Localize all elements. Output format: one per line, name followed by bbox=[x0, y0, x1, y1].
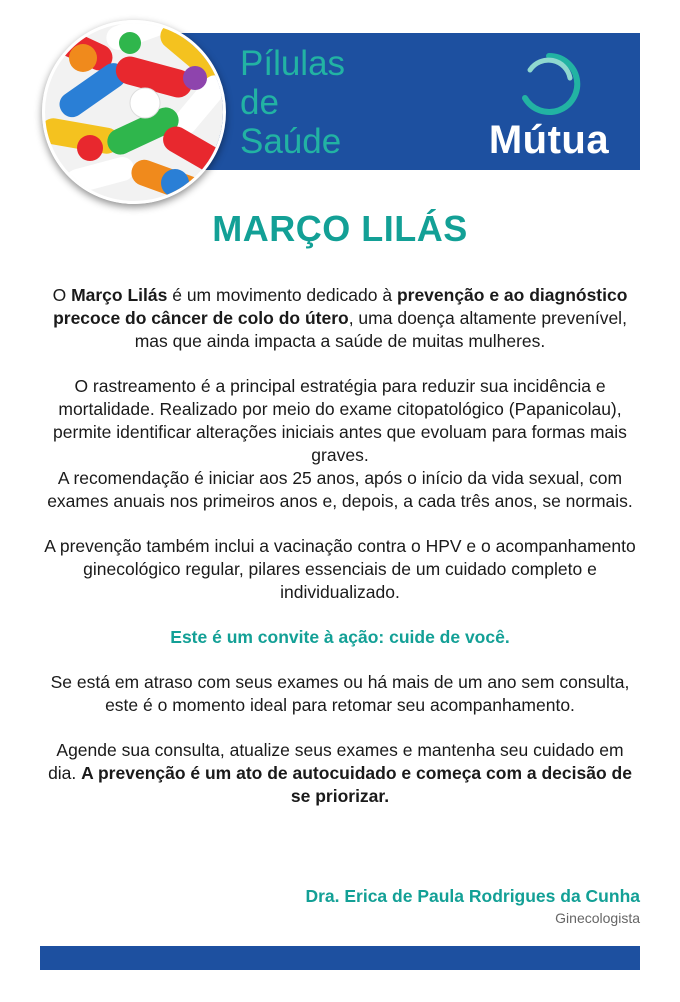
mutua-logo-text: Mútua bbox=[488, 118, 610, 162]
paragraph-intro bbox=[40, 284, 640, 353]
paragraph-screening: O rastreamento é a principal estratégia para reduzir sua incidência e mortalidade. Realizado por meio do exame citopatológico (Papanicolau), permite identificar alterações iniciais antes que evoluam para formas mais graves. bbox=[53, 376, 627, 465]
footer-bar bbox=[40, 946, 640, 970]
mutua-logo-symbol-icon bbox=[478, 48, 620, 118]
intro-bold-march: Março Lilás bbox=[71, 285, 168, 305]
paragraph-schedule bbox=[40, 739, 640, 808]
pills-illustration bbox=[45, 23, 223, 201]
paragraph-delay: Se está em atraso com seus exames ou há mais de um ano sem consulta, este é o momento ideal para retomar seu acompanhamento. bbox=[50, 672, 630, 715]
paragraph-vaccination: A prevenção também inclui a vacinação contra o HPV e o acompanhamento ginecológico regular, pilares essenciais de um cuidado completo e individualizado. bbox=[44, 536, 636, 602]
schedule-text: Agende sua consulta, atualize seus exames e mantenha seu cuidado em dia. bbox=[48, 740, 624, 783]
pills-photo bbox=[42, 20, 226, 204]
signature bbox=[305, 884, 640, 928]
callout-text: Este é um convite à ação: cuide de você. bbox=[170, 627, 510, 647]
mutua-logo bbox=[478, 48, 620, 164]
author-role: Ginecologista bbox=[555, 910, 640, 926]
series-title-line: Pílulas bbox=[240, 44, 346, 83]
intro-text: , uma doença altamente prevenível, mas que ainda impacta a saúde de muitas mulheres. bbox=[134, 308, 627, 351]
paragraph-recommendation: A recomendação é iniciar aos 25 anos, após o início da vida sexual, com exames anuais nos primeiros anos e, depois, a cada três anos, se normais. bbox=[47, 468, 633, 511]
series-title bbox=[240, 44, 345, 161]
author-name: Dra. Erica de Paula Rodrigues da Cunha bbox=[305, 886, 640, 906]
series-title-line: Saúde bbox=[240, 122, 342, 161]
schedule-bold: A prevenção é um ato de autocuidado e começa com a decisão de se priorizar. bbox=[81, 763, 632, 806]
intro-bold-prevention: prevenção e ao diagnóstico precoce do câncer de colo do útero bbox=[53, 285, 628, 328]
series-title-line: de bbox=[240, 83, 279, 122]
page-title: MARÇO LILÁS bbox=[212, 208, 468, 249]
intro-text: O bbox=[52, 285, 72, 305]
article-body bbox=[40, 284, 640, 830]
intro-text: é um movimento dedicado à bbox=[167, 285, 397, 305]
